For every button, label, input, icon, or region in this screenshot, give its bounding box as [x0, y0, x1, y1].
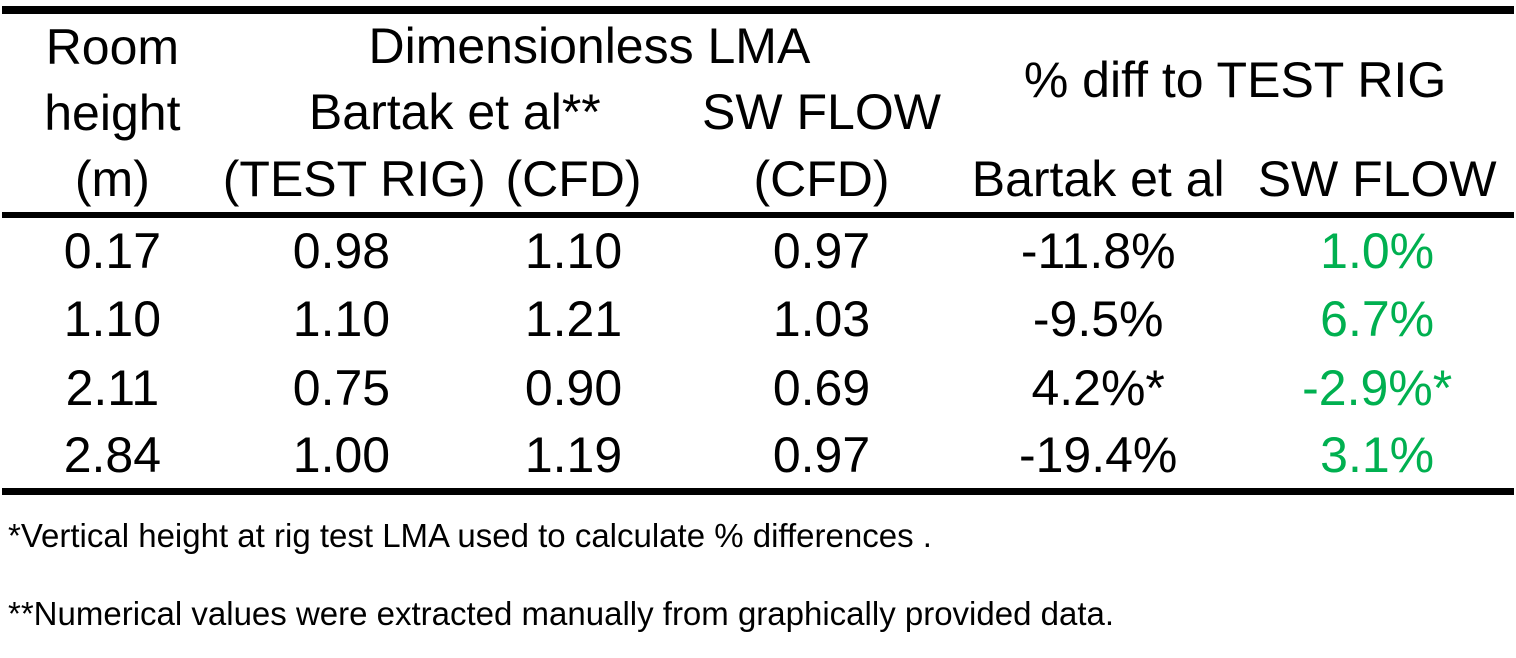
cell-bartak-test-rig: 1.10 [292, 290, 391, 347]
col-group-sw-flow: SW FLOW [702, 84, 941, 141]
room-height-line-2: height [44, 85, 181, 141]
cell-room-height: 2.11 [65, 359, 160, 416]
cell-sw-flow-cfd: 0.69 [772, 359, 871, 416]
footnote-single-asterisk: *Vertical height at rig test LMA used to calculate % differences . [8, 516, 932, 554]
cell-bartak-cfd: 1.19 [524, 426, 623, 483]
cell-diff-bartak: -9.5% [1032, 290, 1164, 347]
footnote-double-asterisk: **Numerical values were extracted manually from graphically provided data. [8, 594, 1115, 632]
col-subheader-test-rig: (TEST RIG) [222, 151, 486, 208]
table-body [2, 215, 1514, 491]
col-group-bartak-et-al: Bartak et al** [308, 84, 601, 141]
cell-diff-bartak: -19.4% [1018, 426, 1178, 483]
col-header-room-height [2, 10, 223, 215]
table-row [2, 284, 1514, 353]
cell-diff-bartak: 4.2%* [1031, 359, 1165, 416]
cell-bartak-cfd: 1.10 [524, 223, 623, 279]
table-container [2, 6, 1514, 495]
cell-sw-flow-cfd: 1.03 [772, 290, 871, 347]
cell-sw-flow-cfd: 0.97 [772, 223, 871, 279]
cell-diff-bartak: -11.8% [1020, 223, 1176, 279]
col-header-diff-sw-flow: SW FLOW [1257, 151, 1497, 208]
cell-sw-flow-cfd: 0.97 [772, 426, 871, 483]
lma-comparison-table [2, 6, 1514, 495]
table-row [2, 215, 1514, 284]
header-row-3 [2, 147, 1514, 215]
cell-diff-sw-flow: -2.9%* [1302, 359, 1453, 416]
table-header [2, 10, 1514, 215]
cell-room-height: 2.84 [63, 426, 162, 483]
cell-room-height: 1.10 [63, 290, 162, 347]
col-group-pct-diff-to-test-rig: % diff to TEST RIG [1023, 52, 1447, 109]
col-subheader-cfd-sw-flow: (CFD) [753, 151, 890, 208]
room-height-line-1: Room [45, 19, 180, 75]
cell-bartak-test-rig: 1.00 [292, 426, 391, 483]
col-group-dimensionless-lma: Dimensionless LMA [368, 18, 811, 75]
cell-diff-sw-flow: 3.1% [1320, 426, 1435, 483]
cell-bartak-test-rig: 0.75 [292, 359, 391, 416]
cell-bartak-test-rig: 0.98 [292, 223, 391, 279]
cell-diff-sw-flow: 1.0% [1320, 223, 1435, 279]
cell-bartak-cfd: 1.21 [524, 290, 623, 347]
room-height-line-3: (m) [74, 151, 150, 207]
col-subheader-cfd-bartak: (CFD) [505, 151, 642, 208]
table-row [2, 353, 1514, 422]
col-header-diff-bartak: Bartak et al [971, 151, 1225, 208]
cell-diff-sw-flow: 6.7% [1320, 290, 1435, 347]
table-row [2, 422, 1514, 491]
cell-bartak-cfd: 0.90 [524, 359, 623, 416]
cell-room-height: 0.17 [63, 223, 162, 279]
header-row-1 [2, 10, 1514, 78]
